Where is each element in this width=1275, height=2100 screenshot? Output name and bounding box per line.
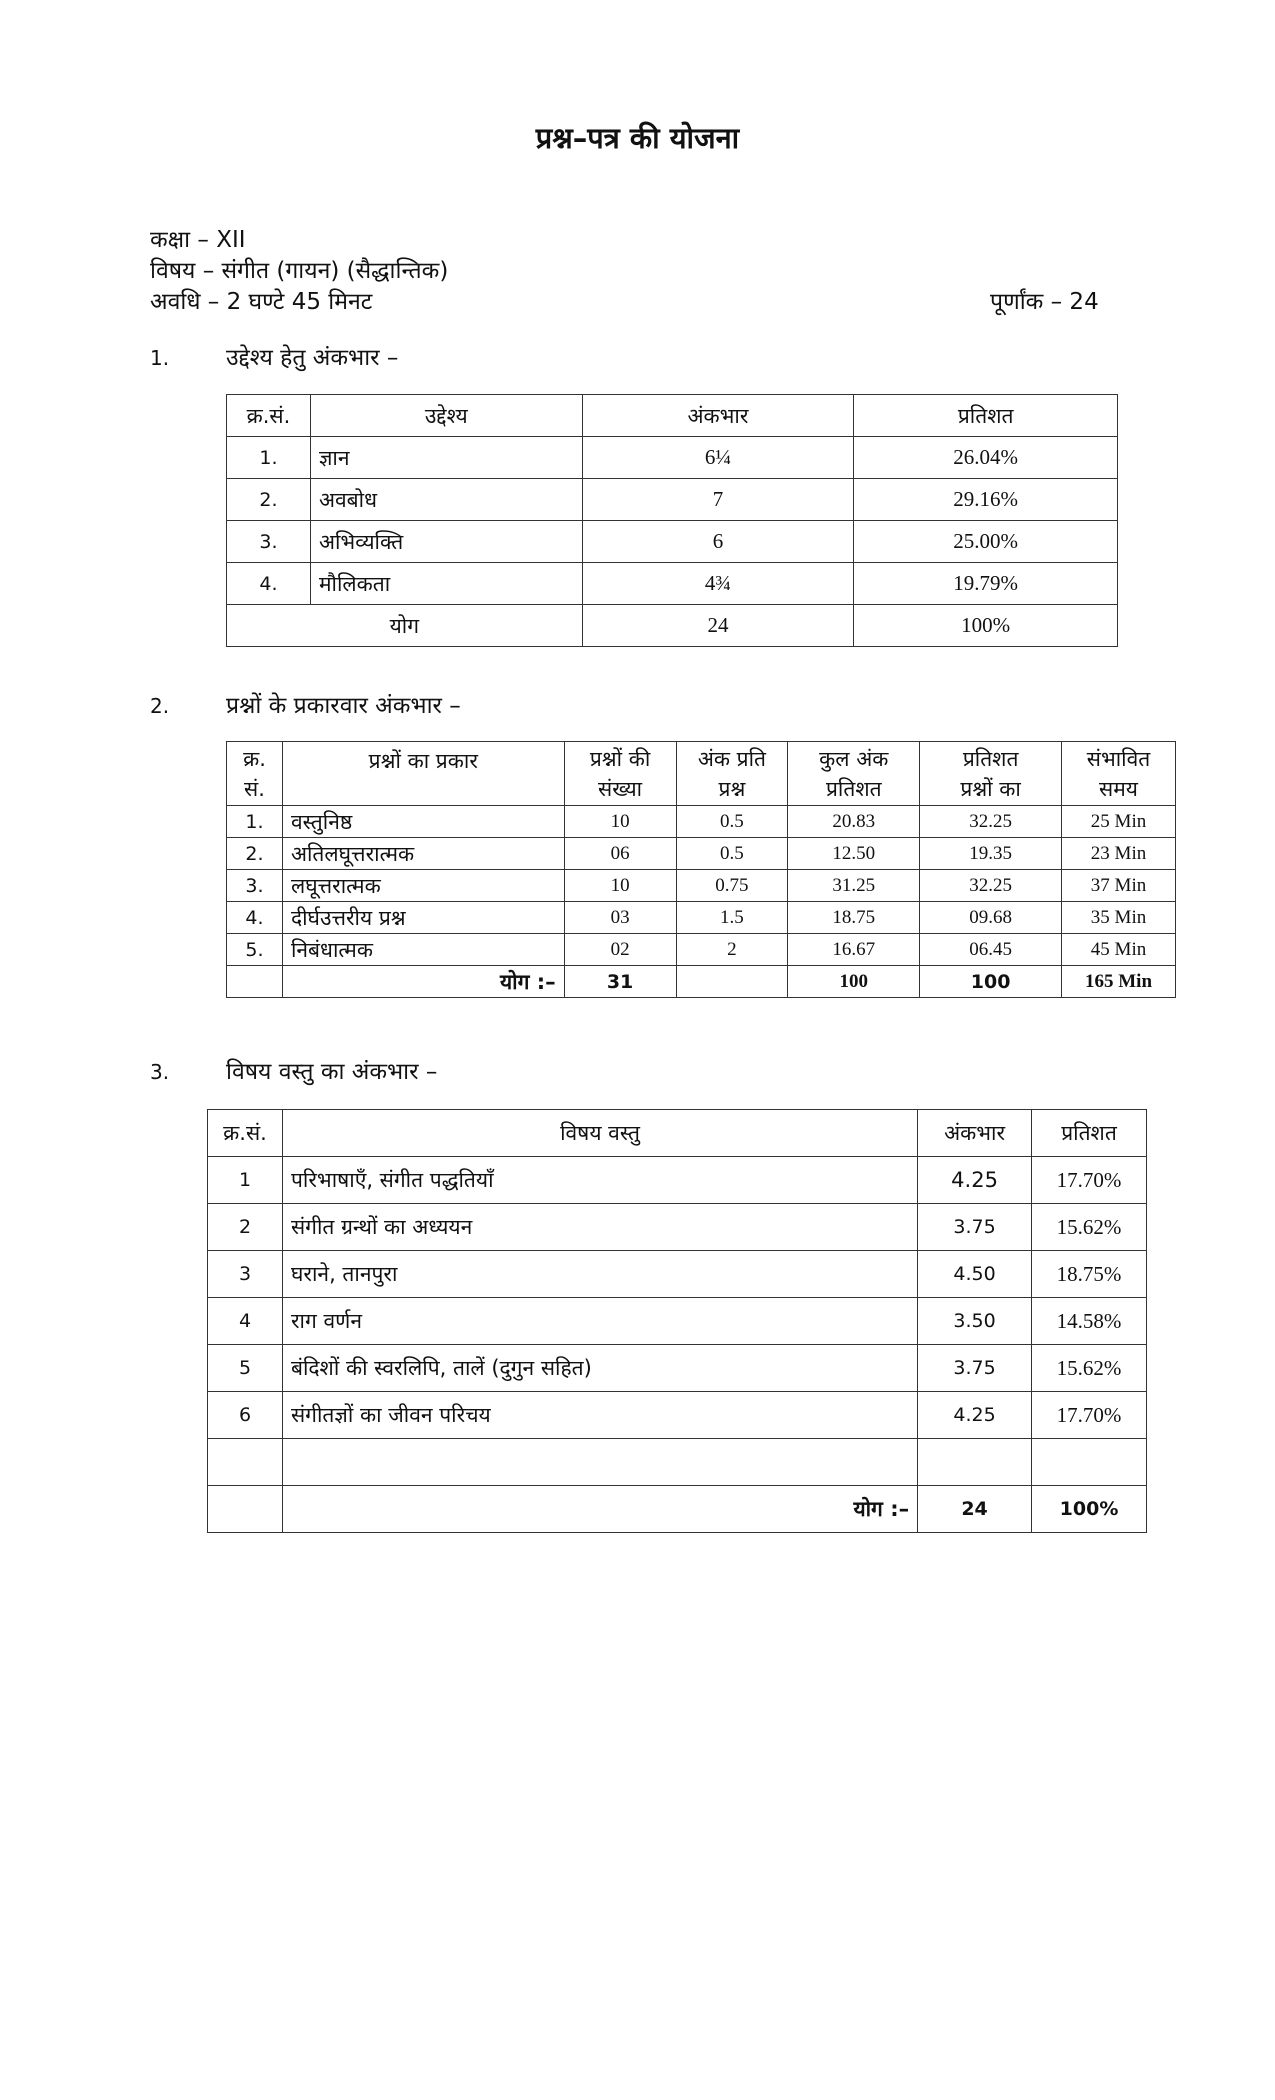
- table-row: [208, 1204, 1147, 1251]
- cell-question-pct: 06.45: [920, 934, 1062, 966]
- header-line2: प्रतिशत: [825, 776, 882, 801]
- empty-cell: [676, 966, 788, 998]
- table-row: [227, 479, 1118, 521]
- table-row: [227, 806, 1176, 838]
- cell-marks: 6: [582, 521, 854, 563]
- subject-label: विषय – संगीत (गायन) (सैद्धान्तिक): [150, 258, 449, 284]
- col-header-type: [282, 742, 564, 806]
- cell-question-pct: 09.68: [920, 902, 1062, 934]
- empty-cell: [1032, 1439, 1147, 1486]
- cell-marks-per: 0.75: [676, 870, 788, 902]
- empty-cell: [918, 1439, 1032, 1486]
- cell-topic: बंदिशों की स्वरलिपि, तालें (दुगुन सहित): [282, 1345, 917, 1392]
- cell-topic: संगीतज्ञों का जीवन परिचय: [282, 1392, 917, 1439]
- class-label: कक्षा – XII: [150, 227, 246, 253]
- cell-sn: 4: [208, 1298, 283, 1345]
- question-types-table: [226, 741, 1176, 998]
- cell-time: 37 Min: [1062, 870, 1176, 902]
- cell-marks: 3.75: [918, 1345, 1032, 1392]
- cell-question-pct: 32.25: [920, 806, 1062, 838]
- col-header-percent: प्रतिशत: [1032, 1110, 1147, 1157]
- cell-total-pct: 20.83: [788, 806, 920, 838]
- col-header-marks: अंकभार: [582, 395, 854, 437]
- cell-count: 10: [564, 870, 676, 902]
- col-header-question-pct: [920, 742, 1062, 806]
- section3-number: 3.: [150, 1060, 170, 1084]
- header-line1: क्र.: [243, 746, 266, 771]
- total-question-pct: 100: [920, 966, 1062, 998]
- cell-sn: 2: [208, 1204, 283, 1251]
- cell-sn: 2.: [227, 479, 311, 521]
- header-line2: संख्या: [598, 776, 643, 801]
- cell-time: 25 Min: [1062, 806, 1176, 838]
- section2-title: प्रश्नों के प्रकारवार अंकभार –: [226, 693, 461, 719]
- cell-type: वस्तुनिष्ठ: [282, 806, 564, 838]
- cell-type: लघूत्तरात्मक: [282, 870, 564, 902]
- header-line1: प्रश्नों का प्रकार: [368, 749, 478, 773]
- total-label: योग: [227, 605, 583, 647]
- cell-percent: 26.04%: [854, 437, 1118, 479]
- cell-question-pct: 32.25: [920, 870, 1062, 902]
- cell-type: अतिलघूत्तरात्मक: [282, 838, 564, 870]
- cell-sn: 1.: [227, 806, 283, 838]
- cell-total-pct: 12.50: [788, 838, 920, 870]
- header-line2: प्रश्न: [718, 776, 746, 801]
- cell-objective: ज्ञान: [310, 437, 582, 479]
- col-header-sn: [227, 742, 283, 806]
- table-header-row: [208, 1110, 1147, 1157]
- cell-type: निबंधात्मक: [282, 934, 564, 966]
- cell-marks: 4¾: [582, 563, 854, 605]
- cell-marks-per: 0.5: [676, 838, 788, 870]
- table-row: [208, 1298, 1147, 1345]
- cell-marks: 6¼: [582, 437, 854, 479]
- empty-cell: [227, 966, 283, 998]
- cell-sn: 5.: [227, 934, 283, 966]
- cell-marks: 7: [582, 479, 854, 521]
- cell-percent: 17.70%: [1032, 1392, 1147, 1439]
- cell-topic: राग वर्णन: [282, 1298, 917, 1345]
- empty-cell: [282, 1439, 917, 1486]
- cell-percent: 29.16%: [854, 479, 1118, 521]
- cell-sn: 4.: [227, 902, 283, 934]
- total-row: [227, 605, 1118, 647]
- cell-sn: 5: [208, 1345, 283, 1392]
- header-line1: प्रतिशत: [962, 746, 1019, 771]
- cell-sn: 2.: [227, 838, 283, 870]
- cell-topic: परिभाषाएँ, संगीत पद्धतियाँ: [282, 1157, 917, 1204]
- duration-label: अवधि – 2 घण्टे 45 मिनट: [150, 289, 373, 315]
- total-time: 165 Min: [1062, 966, 1176, 998]
- total-label: योग :–: [282, 966, 564, 998]
- table-row: [208, 1251, 1147, 1298]
- table-row: [208, 1345, 1147, 1392]
- objectives-table: [226, 394, 1118, 647]
- content-table: [207, 1109, 1147, 1533]
- col-header-marks: अंकभार: [918, 1110, 1032, 1157]
- cell-percent: 18.75%: [1032, 1251, 1147, 1298]
- cell-question-pct: 19.35: [920, 838, 1062, 870]
- table-row: [227, 838, 1176, 870]
- full-marks-label: पूर्णांक – 24: [990, 289, 1099, 315]
- cell-percent: 19.79%: [854, 563, 1118, 605]
- header-line1: कुल अंक: [819, 746, 889, 771]
- cell-marks: 4.25: [918, 1157, 1032, 1204]
- cell-percent: 15.62%: [1032, 1345, 1147, 1392]
- header-line2: समय: [1099, 776, 1138, 801]
- cell-count: 06: [564, 838, 676, 870]
- cell-percent: 14.58%: [1032, 1298, 1147, 1345]
- cell-objective: अवबोध: [310, 479, 582, 521]
- table-row: [227, 934, 1176, 966]
- cell-sn: 6: [208, 1392, 283, 1439]
- cell-sn: 4.: [227, 563, 311, 605]
- total-count: 31: [564, 966, 676, 998]
- cell-topic: संगीत ग्रन्थों का अध्ययन: [282, 1204, 917, 1251]
- cell-objective: अभिव्यक्ति: [310, 521, 582, 563]
- col-header-total-pct: [788, 742, 920, 806]
- cell-count: 02: [564, 934, 676, 966]
- cell-total-pct: 31.25: [788, 870, 920, 902]
- cell-marks: 4.50: [918, 1251, 1032, 1298]
- cell-count: 10: [564, 806, 676, 838]
- section1-number: 1.: [150, 346, 170, 370]
- cell-time: 23 Min: [1062, 838, 1176, 870]
- header-line1: संभावित: [1086, 746, 1151, 771]
- table-header-row: [227, 742, 1176, 806]
- cell-sn: 1.: [227, 437, 311, 479]
- cell-marks-per: 1.5: [676, 902, 788, 934]
- header-line2: प्रश्नों का: [960, 776, 1021, 801]
- col-header-sn: क्र.सं.: [227, 395, 311, 437]
- cell-marks: 3.50: [918, 1298, 1032, 1345]
- total-percent: 100%: [854, 605, 1118, 647]
- cell-total-pct: 18.75: [788, 902, 920, 934]
- cell-total-pct: 16.67: [788, 934, 920, 966]
- empty-row: [208, 1439, 1147, 1486]
- table-row: [227, 521, 1118, 563]
- cell-sn: 3.: [227, 870, 283, 902]
- cell-percent: 17.70%: [1032, 1157, 1147, 1204]
- cell-marks-per: 0.5: [676, 806, 788, 838]
- cell-sn: 3: [208, 1251, 283, 1298]
- cell-marks-per: 2: [676, 934, 788, 966]
- cell-type: दीर्घउत्तरीय प्रश्न: [282, 902, 564, 934]
- cell-marks: 4.25: [918, 1392, 1032, 1439]
- total-marks: 24: [582, 605, 854, 647]
- header-line1: प्रश्नों की: [589, 746, 651, 771]
- empty-cell: [208, 1439, 283, 1486]
- header-line2: सं.: [244, 776, 265, 801]
- header-line1: अंक प्रति: [697, 746, 767, 771]
- page-title: प्रश्न–पत्र की योजना: [535, 121, 740, 155]
- col-header-sn: क्र.सं.: [208, 1110, 283, 1157]
- table-row: [208, 1157, 1147, 1204]
- section2-number: 2.: [150, 694, 170, 718]
- total-marks: 24: [918, 1486, 1032, 1533]
- table-header-row: [227, 395, 1118, 437]
- col-header-percent: प्रतिशत: [854, 395, 1118, 437]
- total-total-pct: 100: [788, 966, 920, 998]
- table-row: [227, 563, 1118, 605]
- cell-topic: घराने, तानपुरा: [282, 1251, 917, 1298]
- table-row: [208, 1392, 1147, 1439]
- total-row: [208, 1486, 1147, 1533]
- total-label: योग :–: [282, 1486, 917, 1533]
- cell-objective: मौलिकता: [310, 563, 582, 605]
- cell-sn: 3.: [227, 521, 311, 563]
- cell-count: 03: [564, 902, 676, 934]
- col-header-count: [564, 742, 676, 806]
- cell-percent: 25.00%: [854, 521, 1118, 563]
- section3-title: विषय वस्तु का अंकभार –: [226, 1059, 438, 1085]
- cell-percent: 15.62%: [1032, 1204, 1147, 1251]
- table-row: [227, 870, 1176, 902]
- col-header-marks-per: [676, 742, 788, 806]
- col-header-topic: विषय वस्तु: [282, 1110, 917, 1157]
- total-percent: 100%: [1032, 1486, 1147, 1533]
- cell-time: 35 Min: [1062, 902, 1176, 934]
- cell-marks: 3.75: [918, 1204, 1032, 1251]
- col-header-objective: उद्देश्य: [310, 395, 582, 437]
- table-row: [227, 437, 1118, 479]
- cell-time: 45 Min: [1062, 934, 1176, 966]
- section1-title: उद्देश्य हेतु अंकभार –: [226, 345, 399, 371]
- col-header-time: [1062, 742, 1176, 806]
- empty-cell: [208, 1486, 283, 1533]
- cell-sn: 1: [208, 1157, 283, 1204]
- table-row: [227, 902, 1176, 934]
- total-row: [227, 966, 1176, 998]
